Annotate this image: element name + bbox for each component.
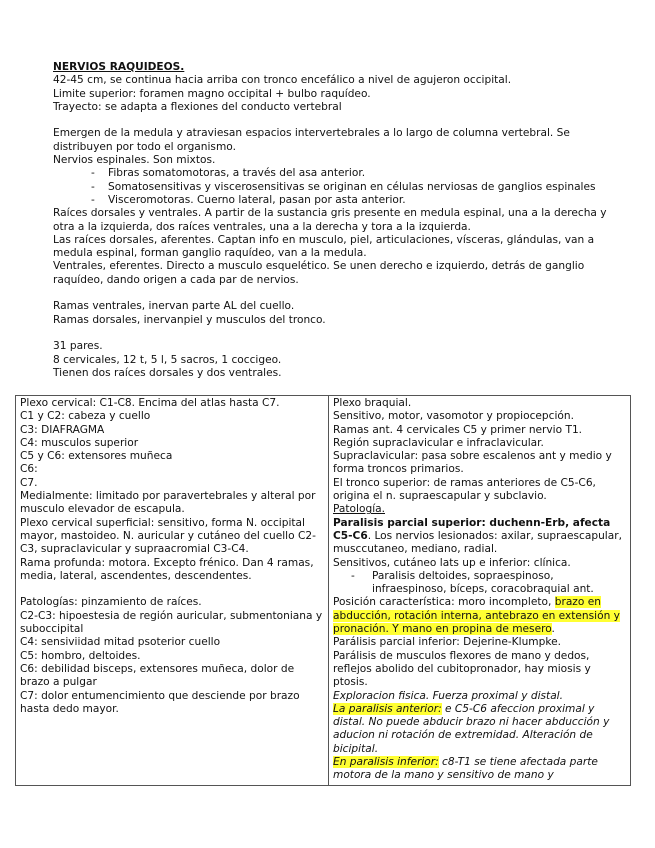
- cell-line: C6: debilidad bisceps, extensores muñeca, dolor de brazo a pulgar: [20, 662, 295, 689]
- cell-line: El tronco superior: de ramas anteriores de C5-C6, origina el n. supraescapular y subclavio.: [333, 476, 596, 503]
- cell-text: . Los nervios lesionados: axilar, supraescapular, musccutaneo, mediano, radial.: [333, 529, 622, 556]
- text-line: Raíces dorsales y ventrales. A partir de la sustancia gris presente en medula espinal, una a la derecha y otra a la izquierda, dos raíces ventrales, una a la derecha y tora a la izquierda.: [53, 207, 607, 233]
- cervical-plexus-cell: [16, 396, 329, 786]
- cell-line: C7: dolor entumencimiento que desciende por brazo hasta dedo mayor.: [20, 689, 300, 715]
- text-line: Tienen dos raíces dorsales y dos ventrales.: [53, 366, 282, 379]
- cell-line: C1 y C2: cabeza y cuello: [20, 410, 151, 423]
- text-line: Emergen de la medula y atraviesan espacios intervertebrales a lo largo de columna vertebral. Se distribuyen por todo el organismo.: [53, 127, 570, 153]
- list-item: - Visceromotoras. Cuerno lateral, pasan por asta anterior.: [91, 194, 618, 207]
- cell-line: Rama profunda: motora. Excepto frénico. Dan 4 ramas, media, lateral, ascendentes, descendentes.: [20, 556, 314, 582]
- cell-line: C5: hombro, deltoides.: [20, 649, 141, 662]
- list-item: - Fibras somatomotoras, a través del asa anterior.: [91, 167, 618, 180]
- plexus-table: [15, 395, 631, 786]
- cell-line: Sensitivos, cutáneo lats up e inferior: clínica.: [333, 556, 571, 569]
- fiber-list: [53, 167, 618, 207]
- text-line: 42-45 cm, se continua hacia arriba con tronco encefálico a nivel de agujeron occipital.: [53, 74, 512, 87]
- cell-text: Posición característica: moro incompleto,: [333, 596, 555, 609]
- cell-line: C3: DIAFRAGMA: [20, 423, 105, 436]
- cell-line: Sensitivo, motor, vasomotor y propiocepción.: [333, 410, 574, 423]
- sub-list: [333, 570, 627, 597]
- cell-line: Plexo braquial.: [333, 397, 412, 409]
- cell-line: Medialmente: limitado por paravertebrales y alteral por musculo elevador de escapula.: [20, 490, 316, 516]
- document-title: NERVIOS RAQUIDEOS.: [53, 61, 185, 73]
- cell-line: Patologías: pinzamiento de raíces.: [20, 596, 202, 609]
- cell-line: Exploracion fisica. Fuerza proximal y distal.: [333, 689, 563, 702]
- duchenne-heading: Paralisis parcial superior: duchenn-Erb, afecta C5-C6: [333, 516, 611, 542]
- text-line: Limite superior: foramen magno occipital + bulbo raquídeo.: [53, 87, 371, 100]
- cell-text: c8-T1 se tiene afectada parte motora de la mano y sensitivo de mano y: [333, 756, 598, 782]
- cell-line: Región supraclavicular e infraclavicular.: [333, 436, 544, 449]
- cell-line: [333, 517, 627, 557]
- cell-line: C4: sensiviidad mitad psoterior cuello: [20, 636, 221, 649]
- cell-line: C2-C3: hipoestesia de región auricular, submentoniana y suboccipital: [20, 609, 323, 636]
- cell-line: C5 y C6: extensores muñeca: [20, 450, 173, 463]
- cell-line: [333, 703, 627, 756]
- text-line: Ramas ventrales, inervan parte AL del cuello.: [53, 300, 295, 313]
- highlighted-text: La paralisis anterior:: [333, 702, 442, 715]
- text-line: Las raíces dorsales, aferentes. Captan info en musculo, piel, articulaciones, vísceras, glándulas, van a medula espinal, forman ganglio raquídeo, van a la medula.: [53, 233, 595, 260]
- cell-text: e C5-C6 afeccion proximal y distal. No puede abducir brazo ni hacer abducción y aducion ni rotación de extremidad. Alteración de bicipital.: [333, 702, 610, 755]
- text-line: 31 pares.: [53, 340, 103, 353]
- highlighted-text: brazo en abducción, rotación interna, antebrazo en extensión y pronación. Y mano en propina de mesero: [333, 596, 620, 636]
- cell-line: Plexo cervical superficial: sensitivo, forma N. occipital mayor, mastoideo. N. auricular y cutáneo del cuello C2-C3, supraclavicular y supraacromial C3-C4.: [20, 516, 316, 556]
- list-item: - Somatosensitivas y viscerosensitivas se originan en células nerviosas de ganglios espinales: [91, 181, 618, 194]
- cell-line: Ramas ant. 4 cervicales C5 y primer nervio T1.: [333, 423, 583, 436]
- document-body: [53, 61, 618, 380]
- cell-line: Parálisis de musculos flexores de mano y dedos, reflejos abolido del cubitopronador, hay miosis y ptosis.: [333, 649, 591, 689]
- text-line: Trayecto: se adapta a flexiones del conducto vertebral: [53, 100, 342, 113]
- table-row: [16, 396, 631, 786]
- list-item: - Paralisis deltoides, sopraespinoso, infraespinoso, bíceps, coracobraquial ant.: [351, 570, 627, 597]
- cell-line: C4: musculos superior: [20, 436, 139, 449]
- cell-text: .: [551, 623, 555, 636]
- pathology-heading: Patología.: [333, 503, 385, 516]
- cell-line: C7.: [20, 476, 38, 489]
- text-line: 8 cervicales, 12 t, 5 l, 5 sacros, 1 coccigeo.: [53, 353, 282, 366]
- brachial-plexus-cell: [329, 396, 631, 786]
- text-line: Ventrales, eferentes. Directo a musculo esquelético. Se unen derecho e izquierdo, detrás de ganglio raquídeo, dando origen a cada par de nervios.: [53, 260, 585, 286]
- text-line: Nervios espinales. Son mixtos.: [53, 154, 216, 167]
- cell-line: Plexo cervical: C1-C8. Encima del atlas hasta C7.: [20, 397, 280, 409]
- highlighted-text: En paralisis inferior:: [333, 756, 439, 769]
- cell-line: [333, 596, 627, 636]
- cell-line: C6:: [20, 463, 38, 476]
- cell-line: Parálisis parcial inferior: Dejerine-Klumpke.: [333, 636, 561, 649]
- text-line: Ramas dorsales, inervanpiel y musculos del tronco.: [53, 313, 326, 326]
- cell-line: Supraclavicular: pasa sobre escalenos ant y medio y forma troncos primarios.: [333, 450, 612, 476]
- cell-line: [333, 756, 627, 783]
